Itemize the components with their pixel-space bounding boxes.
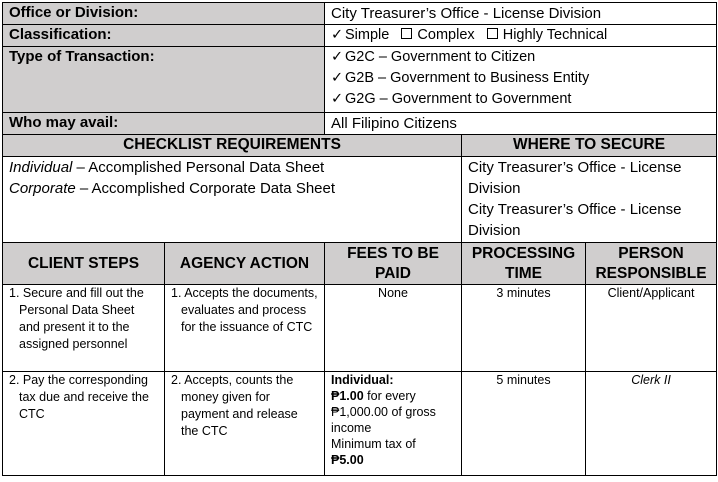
client-step: 2. Pay the corresponding tax due and receive the CTC: [3, 372, 165, 476]
fees-text: ₱1,000.00 of gross income: [331, 405, 436, 435]
agency-action: 1. Accepts the documents, evaluates and process for the issuance of CTC: [165, 285, 325, 372]
transaction-item: [331, 47, 710, 68]
fees-text: for every: [363, 389, 416, 403]
checkmark-icon: ✓: [331, 27, 344, 43]
office-value: City Treasurer’s Office - License Division: [325, 3, 717, 25]
header-agency-action: AGENCY ACTION: [165, 243, 325, 285]
checkbox-empty-icon: [401, 28, 412, 39]
processing-time: 3 minutes: [462, 285, 586, 372]
classification-label: Classification:: [3, 25, 325, 47]
where-header: WHERE TO SECURE: [462, 135, 717, 157]
header-person-responsible: PERSON RESPONSIBLE: [586, 243, 717, 285]
classification-option-highly-technical: Highly Technical: [502, 27, 608, 43]
person-responsible: Client/Applicant: [586, 285, 717, 372]
transaction-item-label: G2B – Government to Business Entity: [345, 70, 590, 86]
header-fees: FEES TO BE PAID: [325, 243, 462, 285]
classification-option-simple: Simple: [345, 27, 390, 43]
person-responsible: Clerk II: [586, 372, 717, 476]
table-row: [3, 285, 717, 372]
fees-line: [331, 388, 455, 404]
where-item: City Treasurer’s Office - License Division: [468, 201, 682, 239]
fees-min-amount: ₱5.00: [331, 453, 364, 467]
service-info-table: [2, 2, 717, 476]
where-item: City Treasurer’s Office - License Division: [468, 159, 682, 197]
requirement-desc: – Accomplished Personal Data Sheet: [72, 159, 325, 176]
fees-min-label: Minimum tax of: [331, 437, 416, 451]
header-processing-time: PROCESSING TIME: [462, 243, 586, 285]
client-step: 1. Secure and fill out the Personal Data Sheet and present it to the assigned personnel: [3, 285, 165, 372]
transaction-item: [331, 68, 710, 89]
checkmark-icon: ✓: [331, 49, 344, 65]
checklist-item: [9, 178, 455, 199]
classification-option-complex: Complex: [417, 27, 475, 43]
header-client-steps: CLIENT STEPS: [3, 243, 165, 285]
checkmark-icon: ✓: [331, 91, 344, 107]
checklist-header: CHECKLIST REQUIREMENTS: [3, 135, 462, 157]
transaction-item-label: G2C – Government to Citizen: [345, 49, 536, 65]
checklist-item: [9, 157, 455, 178]
requirement-type: Individual: [9, 159, 73, 176]
avail-value: All Filipino Citizens: [325, 113, 717, 135]
fees-cell: [325, 372, 462, 476]
requirement-desc: – Accomplished Corporate Data Sheet: [75, 180, 336, 197]
fees-cell: None: [325, 285, 462, 372]
checklist-items: [3, 157, 462, 243]
checkbox-empty-icon: [487, 28, 498, 39]
where-items: [462, 157, 717, 243]
transaction-item-label: G2G – Government to Government: [345, 91, 572, 107]
fees-amount: ₱1.00: [331, 389, 364, 403]
avail-label: Who may avail:: [3, 113, 325, 135]
requirement-type: Corporate: [9, 180, 76, 197]
transaction-label: Type of Transaction:: [3, 47, 325, 113]
office-label: Office or Division:: [3, 3, 325, 25]
table-row: [3, 372, 717, 476]
transaction-list: [325, 47, 717, 113]
transaction-item: [331, 89, 710, 110]
agency-action: 2. Accepts, counts the money given for payment and release the CTC: [165, 372, 325, 476]
fees-label: Individual:: [331, 373, 394, 387]
classification-options: [325, 25, 717, 47]
checkmark-icon: ✓: [331, 70, 344, 86]
processing-time: 5 minutes: [462, 372, 586, 476]
